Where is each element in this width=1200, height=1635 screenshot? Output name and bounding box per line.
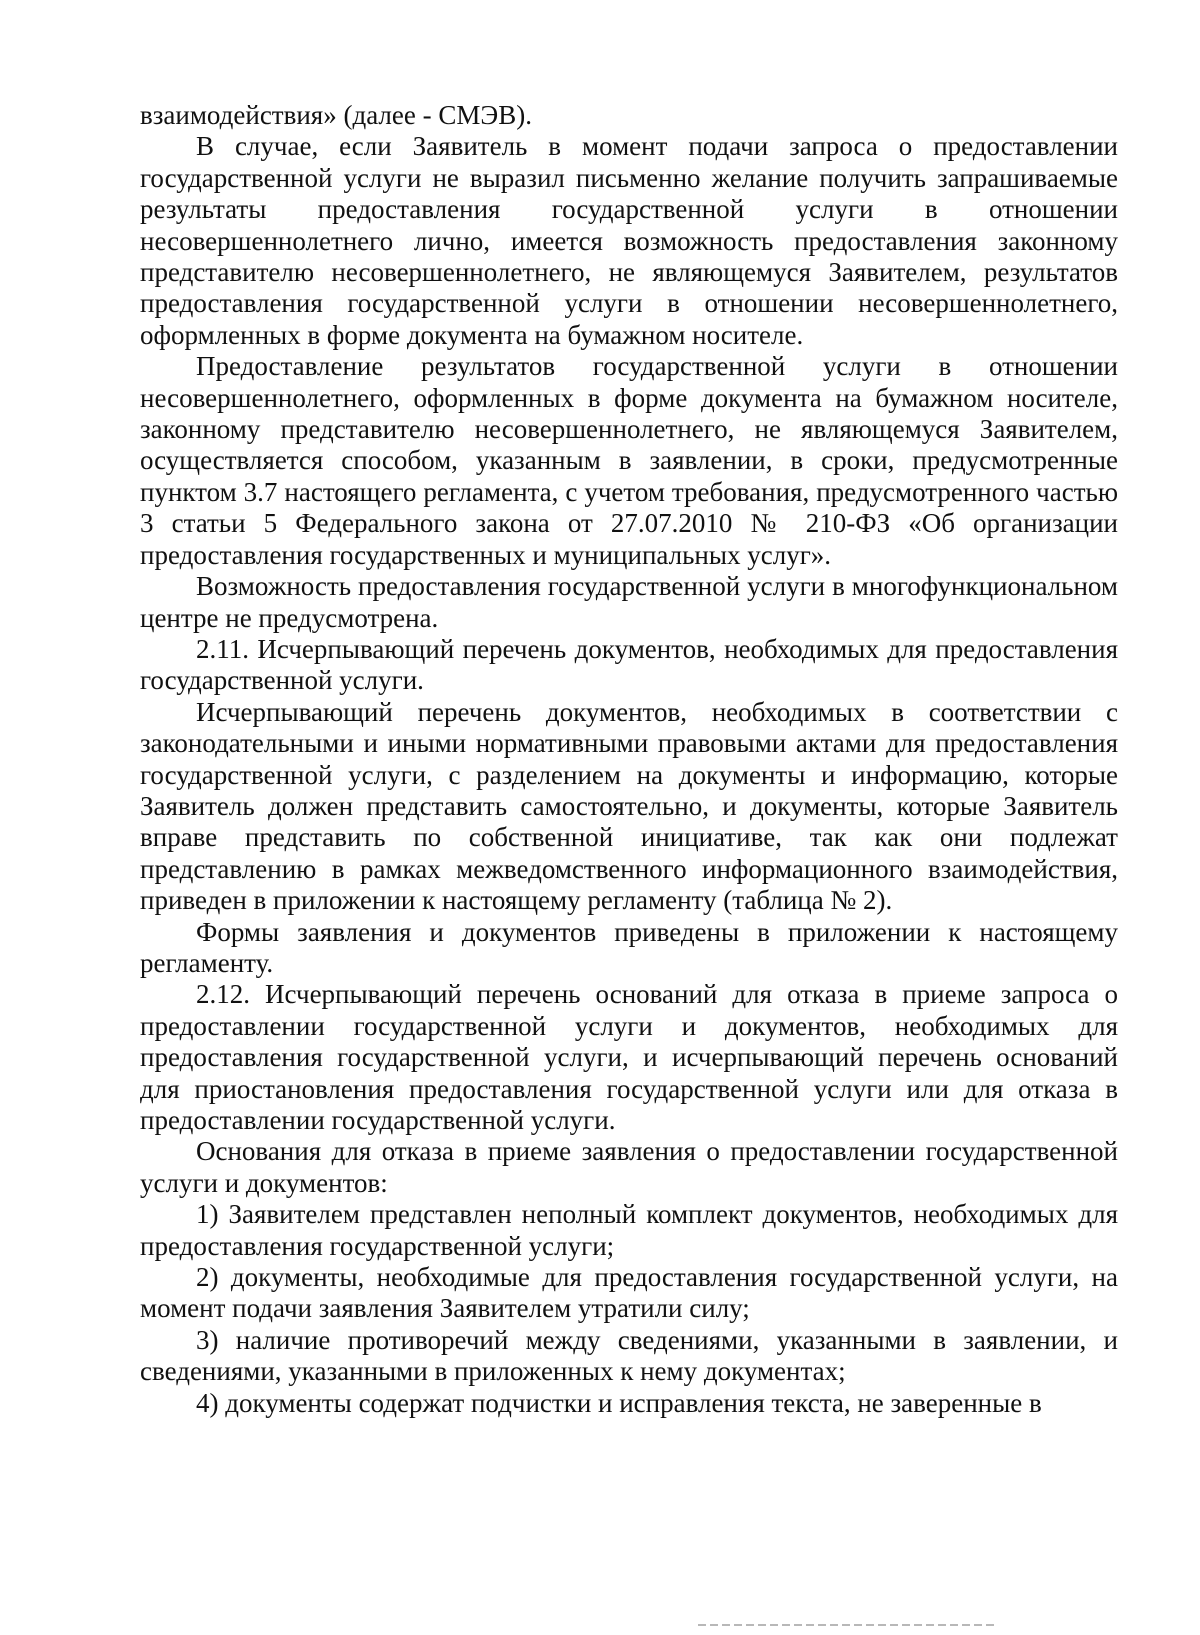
paragraph-refusal-grounds: Основания для отказа в приеме заявления о предоставлении государственной услуги и документов: — [140, 1136, 1118, 1198]
section-heading-2-12: 2.12. Исчерпывающий перечень оснований для отказа в приеме запроса о предоставлении государственной услуги и документов, необходимых для предоставления государственной услуги, и исчерпывающий перечень оснований для приостановления предоставления государственной услуги или для отказа в предоставлении государственной услуги. — [140, 979, 1118, 1135]
paragraph-forms: Формы заявления и документов приведены в приложении к настоящему регламенту. — [140, 916, 1118, 978]
section-heading-2-11: 2.11. Исчерпывающий перечень документов, необходимых для предоставления государственной услуги. — [140, 633, 1118, 696]
document-page — [140, 100, 1118, 1419]
paragraph-continuation: взаимодействия» (далее - СМЭВ). — [140, 100, 532, 130]
list-item-1: 1) Заявителем представлен неполный комплект документов, необходимых для предоставления государственной услуги; — [140, 1199, 1118, 1261]
scan-edge-mark — [698, 1624, 998, 1626]
paragraph-legal-representative: В случае, если Заявитель в момент подачи запроса о предоставлении государственной услуги не выразил письменно желание получить запрашиваемые результаты предоставления государственной услуги в отношении несовершеннолетнего лично, имеется возможность предоставления законному представителю несовершеннолетнего, не являющемуся Заявителем, результатов предоставления государственной услуги в отношении несовершеннолетнего, оформленных в форме документа на бумажном носителе. — [140, 131, 1118, 350]
paragraph-documents-list: Исчерпывающий перечень документов, необходимых в соответствии с законодательными и иными нормативными правовыми актами для предоставления государственной услуги, с разделением на документы и информацию, которые Заявитель должен представить самостоятельно, и документы, которые Заявитель вправе представить по собственной инициативе, так как они подлежат представлению в рамках межведомственного информационного взаимодействия, приведен в приложении к настоящему регламенту (таблица № 2). — [140, 696, 1118, 916]
paragraph-result-delivery: Предоставление результатов государственной услуги в отношении несовершеннолетнего, оформленных в форме документа на бумажном носителе, законному представителю несовершеннолетнего, не являющемуся Заявителем, осуществляется способом, указанным в заявлении, в сроки, предусмотренные пунктом 3.7 настоящего регламента, с учетом требования, предусмотренного частью 3 статьи 5 Федерального закона от 27.07.2010 № 210-ФЗ «Об организации предоставления государственных и муниципальных услуг». — [140, 351, 1118, 570]
list-item-3: 3) наличие противоречий между сведениями, указанными в заявлении, и сведениями, указанными в приложенных к нему документах; — [140, 1324, 1118, 1387]
list-item-4: 4) документы содержат подчистки и исправления текста, не заверенные в — [196, 1387, 1042, 1418]
paragraph-mfc: Возможность предоставления государственной услуги в многофункциональном центре не предусмотрена. — [140, 571, 1118, 633]
list-item-2: 2) документы, необходимые для предоставления государственной услуги, на момент подачи заявления Заявителем утратили силу; — [140, 1262, 1118, 1324]
